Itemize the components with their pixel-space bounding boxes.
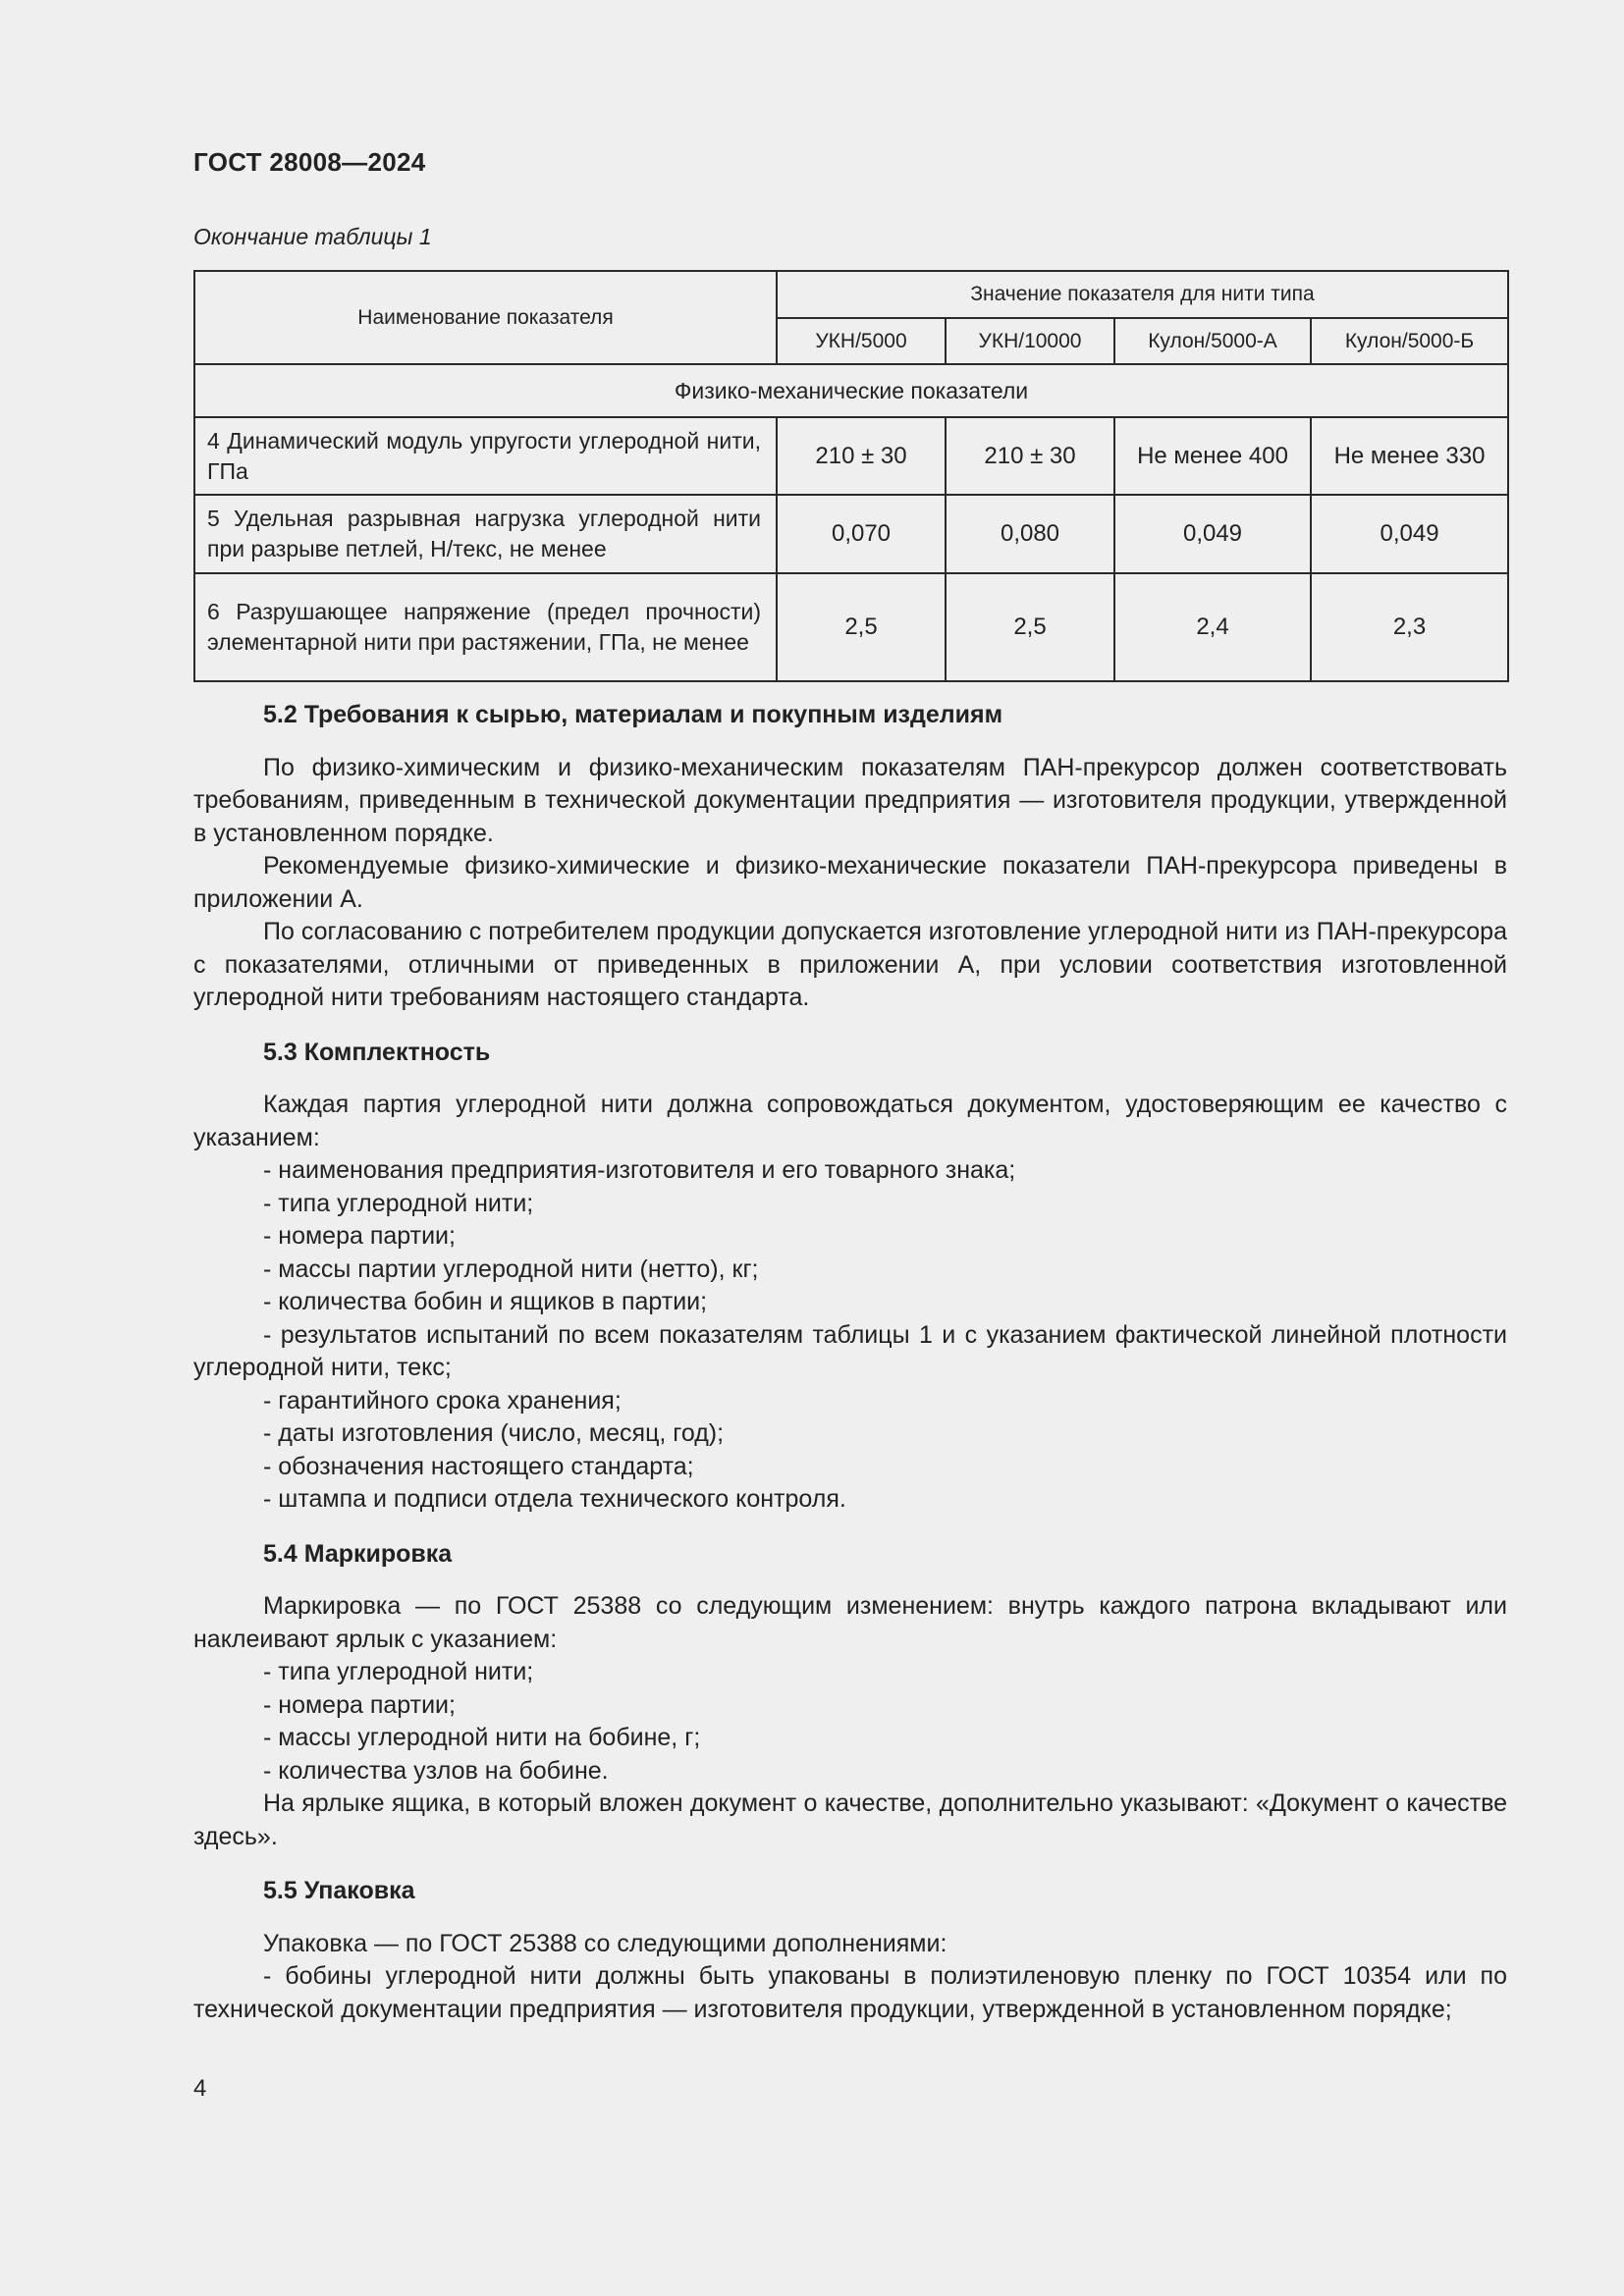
row-label: 6 Разрушающее напряжение (предел прочности) элементарной нити при растяжении, ГПа, не менее (194, 573, 777, 681)
column-header: Кулон/5000-Б (1311, 318, 1508, 364)
section-heading-5-3: 5.3 Комплектность (263, 1038, 491, 1066)
table-cell: 2,4 (1114, 573, 1311, 681)
paragraph: На ярлыке ящика, в который вложен документ о качестве, дополнительно указывают: «Документ о качестве здесь». (193, 1789, 1507, 1850)
paragraph: Маркировка — по ГОСТ 25388 со следующим изменением: внутрь каждого патрона вкладывают или наклеивают ярлык с указанием: (193, 1592, 1507, 1653)
list-item: - типа углеродной нити; (263, 1189, 534, 1217)
table-cell: 210 ± 30 (777, 417, 946, 495)
list-item: - штампа и подписи отдела технического контроля. (263, 1485, 846, 1513)
table-cell: 0,080 (946, 495, 1114, 573)
table-cell: 0,049 (1311, 495, 1508, 573)
table-cell: 0,049 (1114, 495, 1311, 573)
table-cell: 2,5 (777, 573, 946, 681)
row-label: 5 Удельная разрывная нагрузка углеродной нити при разрыве петлей, Н/текс, не менее (194, 495, 777, 573)
value-group-header: Значение показателя для нити типа (777, 271, 1508, 318)
column-header: УКН/5000 (777, 318, 946, 364)
paragraph: По физико-химическим и физико-механическим показателям ПАН-прекурсор должен соответствовать требованиям, приведенным в технической документации предприятия — изготовителя продукции, утвержденной в установленном порядке. (193, 753, 1507, 847)
list-item: - количества бобин и ящиков в партии; (263, 1288, 708, 1315)
table-cell: Не менее 400 (1114, 417, 1311, 495)
list-item: - массы партии углеродной нити (нетто), кг; (263, 1255, 759, 1283)
table-cell: 2,5 (946, 573, 1114, 681)
paragraph: Каждая партия углеродной нити должна сопровождаться документом, удостоверяющим ее качество с указанием: (193, 1091, 1507, 1151)
section-heading-5-2: 5.2 Требования к сырью, материалам и покупным изделиям (263, 701, 1003, 728)
row-label: 4 Динамический модуль упругости углеродной нити, ГПа (194, 417, 777, 495)
col-name-header: Наименование показателя (194, 271, 777, 364)
list-item: - результатов испытаний по всем показателям таблицы 1 и с указанием фактической линейной плотности углеродной нити, текс; (193, 1320, 1507, 1381)
list-item: - номера партии; (263, 1690, 456, 1719)
table-cell: 0,070 (777, 495, 946, 573)
list-item: - наименования предприятия-изготовителя и его товарного знака; (263, 1156, 1016, 1184)
section-heading-5-4: 5.4 Маркировка (263, 1539, 453, 1568)
document-header: ГОСТ 28008—2024 (193, 147, 426, 177)
list-item: - массы углеродной нити на бобине, г; (263, 1724, 701, 1751)
list-item: - номера партии; (263, 1222, 456, 1250)
table-caption: Окончание таблицы 1 (193, 224, 432, 249)
table-cell: 2,3 (1311, 573, 1508, 681)
list-item: - обозначения настоящего стандарта; (263, 1452, 694, 1480)
column-header: Кулон/5000-А (1114, 318, 1311, 364)
table-cell: Не менее 330 (1311, 417, 1508, 495)
section-row: Физико-механические показатели (194, 364, 1508, 417)
list-item: - типа углеродной нити; (263, 1658, 534, 1685)
table-cell: 210 ± 30 (946, 417, 1114, 495)
list-item: - бобины углеродной нити должны быть упакованы в полиэтиленовую пленку по ГОСТ 10354 или по технической документации предприятия — изготовителя продукции, утвержденной в установленном порядке; (193, 1962, 1507, 2023)
table-row (194, 573, 1508, 681)
parameters-table (193, 270, 1509, 682)
page-number: 4 (193, 2075, 207, 2102)
section-heading-5-5: 5.5 Упаковка (263, 1877, 415, 1904)
list-item: - даты изготовления (число, месяц, год); (263, 1419, 725, 1447)
column-header: УКН/10000 (946, 318, 1114, 364)
paragraph: Упаковка — по ГОСТ 25388 со следующими дополнениями: (263, 1929, 947, 1957)
list-item: - гарантийного срока хранения; (263, 1386, 622, 1415)
paragraph: По согласованию с потребителем продукции допускается изготовление углеродной нити из ПАН-прекурсора с показателями, отличными от приведенных в приложении А, при условии соответствия изготовленной углеродной нити требованиям настоящего стандарта. (193, 918, 1507, 1011)
paragraph: Рекомендуемые физико-химические и физико-механические показатели ПАН-прекурсора приведены в приложении А. (193, 852, 1507, 913)
list-item: - количества узлов на бобине. (263, 1756, 609, 1785)
document-body (193, 699, 1507, 2026)
table-row (194, 417, 1508, 495)
table-row (194, 495, 1508, 573)
